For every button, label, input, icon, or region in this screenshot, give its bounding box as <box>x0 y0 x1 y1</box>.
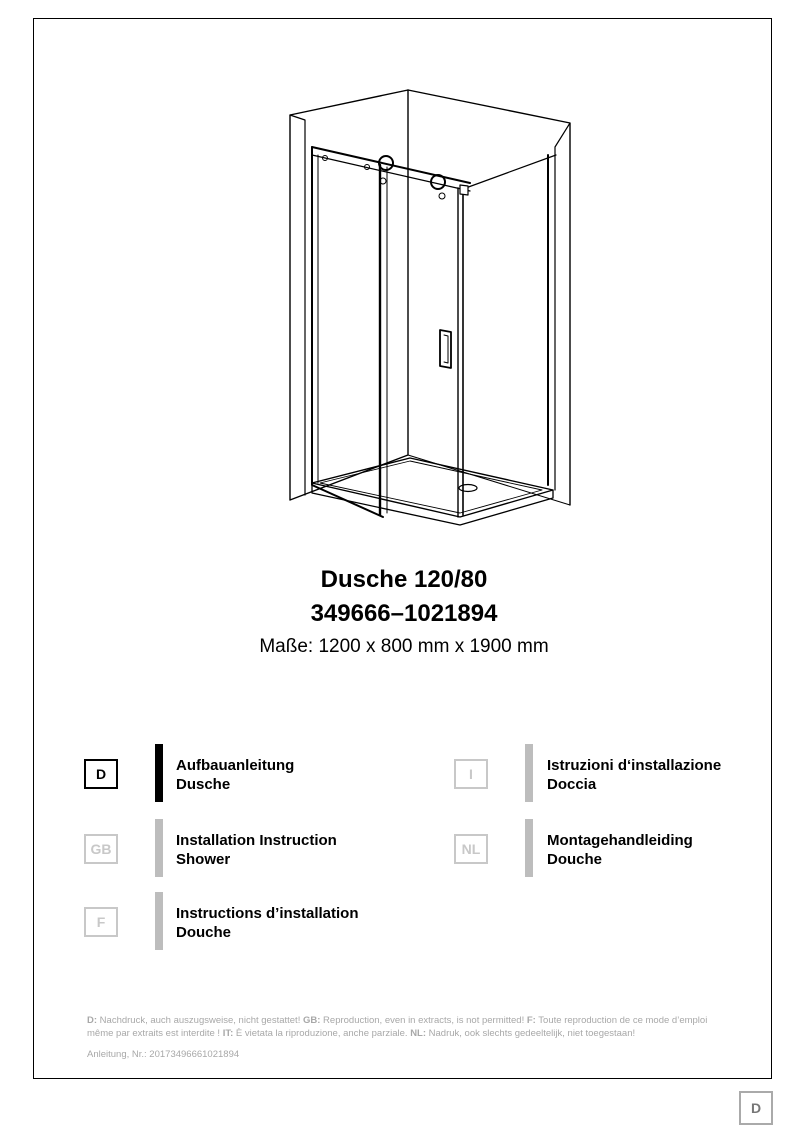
lang-title-gb: Installation Instruction <box>176 832 337 849</box>
product-title: Dusche 120/80 <box>320 566 488 593</box>
lang-bar-nl <box>525 819 533 877</box>
lang-text-d <box>176 756 294 794</box>
legal-text-nl: Nadruk, ook slechts gedeeltelijk, niet toegestaan! <box>426 1028 636 1039</box>
lang-title-i: Istruzioni d‘installazione <box>547 757 722 774</box>
shower-enclosure-illustration <box>270 85 590 530</box>
lang-subtitle-d: Dusche <box>176 776 231 793</box>
legal-code-gb: GB: <box>302 1015 321 1026</box>
lang-subtitle-nl: Douche <box>547 851 603 868</box>
lang-title-d: Aufbauanleitung <box>176 757 295 774</box>
lang-bar-i <box>525 744 533 802</box>
product-dimensions: Maße: 1200 x 800 mm x 1900 mm <box>259 636 549 657</box>
legal-code-d: D: <box>87 1015 98 1026</box>
lang-bar-f <box>155 892 163 950</box>
lang-text-i <box>547 756 721 794</box>
lang-text-nl <box>547 831 693 869</box>
lang-code-d: D <box>84 759 118 789</box>
lang-title-nl: Montagehandleiding <box>547 832 693 849</box>
lang-bar-gb <box>155 819 163 877</box>
legal-text-gb: Reproduction, even in extracts, is not permitted! <box>320 1015 527 1026</box>
lang-code-nl: NL <box>454 834 488 864</box>
legal-text-f: Toute reproduction de ce mode d’emploi même par extraits est interdite ! <box>87 1015 708 1039</box>
lang-subtitle-gb: Shower <box>176 851 231 868</box>
legal-code-f: F: <box>526 1015 536 1026</box>
lang-bar-d <box>155 744 163 802</box>
lang-subtitle-f: Douche <box>176 924 232 941</box>
legal-text-d: Nachdruck, auch auszugsweise, nicht gestattet! <box>97 1015 303 1026</box>
lang-code-i: I <box>454 759 488 789</box>
lang-text-f <box>176 904 359 942</box>
instruction-number: Anleitung, Nr.: 20173496661021894 <box>87 1049 240 1060</box>
legal-code-it: IT: <box>222 1028 234 1039</box>
lang-code-f: F <box>84 907 118 937</box>
lang-title-f: Instructions d’installation <box>176 905 359 922</box>
article-number: 349666–1021894 <box>310 600 498 627</box>
lang-subtitle-i: Doccia <box>547 776 597 793</box>
page-language-badge: D <box>739 1091 773 1125</box>
legal-notice <box>87 1014 727 1040</box>
lang-code-gb: GB <box>84 834 118 864</box>
legal-code-nl: NL: <box>410 1028 427 1039</box>
lang-text-gb <box>176 831 337 869</box>
legal-text-it: È vietata la riproduzione, anche parziale. <box>233 1028 411 1039</box>
